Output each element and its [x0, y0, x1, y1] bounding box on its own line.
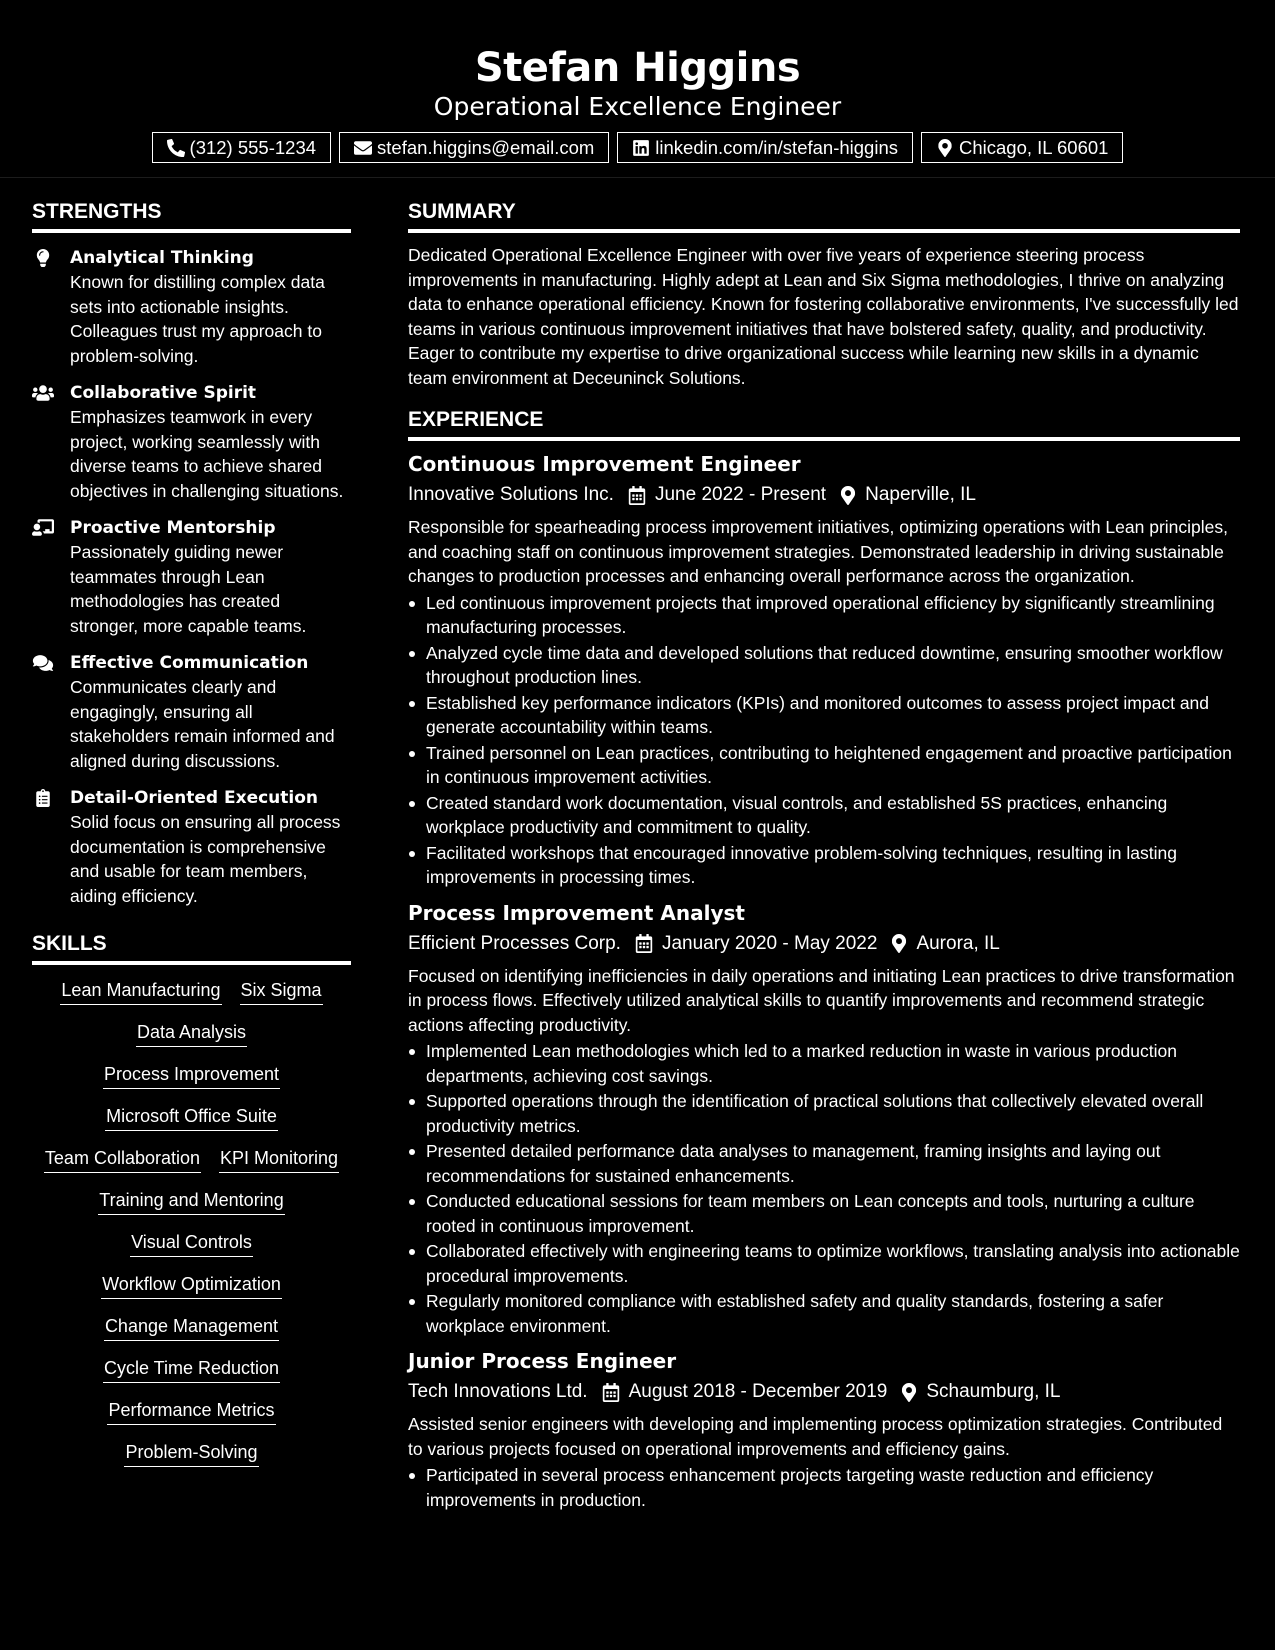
- linkedin-text: linkedin.com/in/stefan-higgins: [655, 136, 898, 158]
- strength-desc: Passionately guiding newer teammates through Lean methodologies has created stronger, more capable teams.: [70, 542, 307, 636]
- summary-text: Dedicated Operational Excellence Engineer with over five years of experience steering process improvements in manufacturing. Highly adept at Lean and Six Sigma methodologies, I thrive on analyzing data to enhance operational efficiency. Known for fostering collaborative environments, I've successfully led teams in various continuous improvement initiatives that have bolstered safety, quality, and productivity. Eager to contribute my expertise to drive organizational success while learning new skills in a dynamic team environment at Deceuninck Solutions.: [408, 245, 1239, 388]
- job-title: Junior Process Engineer: [408, 1349, 677, 1373]
- skill-tag: KPI Monitoring: [219, 1147, 339, 1173]
- comments-icon: [32, 654, 54, 672]
- map-pin-icon: [901, 1383, 917, 1402]
- candidate-role: Operational Excellence Engineer: [433, 92, 842, 121]
- job-bullet: Analyzed cycle time data and developed solutions that reduced downtime, ensuring smoother workflow throughout production lines.: [408, 641, 1240, 690]
- job-bullet: Participated in several process enhancement projects targeting waste reduction and efficiency improvements in production.: [408, 1463, 1240, 1512]
- job-bullet: Collaborated effectively with engineering teams to optimize workflows, translating analysis into actionable procedural improvements.: [408, 1239, 1240, 1288]
- map-pin-icon: [936, 139, 954, 157]
- skill-tag: Performance Metrics: [107, 1399, 275, 1425]
- resume-header: [0, 0, 1275, 178]
- job-bullet: Conducted educational sessions for team members on Lean concepts and tools, nurturing a culture rooted in continuous improvement.: [408, 1189, 1240, 1238]
- job-title: Continuous Improvement Engineer: [408, 452, 801, 476]
- job-meta: [408, 1379, 1240, 1405]
- job-dates: June 2022 - Present: [654, 484, 827, 505]
- users-icon: [32, 384, 54, 402]
- job-bullet: Trained personnel on Lean practices, contributing to heightened engagement and proactive participation in continuous improvement activities.: [408, 741, 1240, 790]
- chalkboard-teacher-icon: [32, 519, 54, 537]
- experience-heading: EXPERIENCE: [408, 404, 1240, 441]
- strengths-heading: STRENGTHS: [32, 196, 351, 233]
- job-bullet: Led continuous improvement projects that improved operational efficiency by significantly streamlining manufacturing processes.: [408, 591, 1240, 640]
- calendar-icon: [602, 1383, 620, 1402]
- skill-tag: Six Sigma: [240, 979, 323, 1005]
- skill-tag: Cycle Time Reduction: [103, 1357, 280, 1383]
- skill-tag: Microsoft Office Suite: [105, 1105, 278, 1131]
- job-entry: [408, 900, 1240, 1339]
- job-description: Assisted senior engineers with developing and implementing process optimization strategies. Contributed to various projects focused on operational improvements and efficiency gains.: [408, 1414, 1223, 1459]
- skills-list: [32, 979, 351, 1467]
- job-entry: [408, 451, 1240, 890]
- linkedin-icon: [632, 139, 650, 157]
- calendar-icon: [628, 486, 646, 505]
- job-bullet: Established key performance indicators (KPIs) and monitored outcomes to assess project impact and generate accountability within teams.: [408, 691, 1240, 740]
- lightbulb-icon: [32, 249, 54, 267]
- contact-email[interactable]: [339, 132, 609, 163]
- strength-title: Analytical Thinking: [70, 248, 254, 268]
- contact-location: [921, 132, 1123, 163]
- strength-title: Collaborative Spirit: [70, 383, 257, 403]
- job-bullet: Regularly monitored compliance with established safety and quality standards, fostering a safer workplace environment.: [408, 1289, 1240, 1338]
- right-column: [408, 196, 1240, 1513]
- skills-heading: SKILLS: [32, 928, 351, 965]
- map-pin-icon: [891, 934, 907, 953]
- strength-item: [32, 516, 351, 638]
- strength-title: Detail-Oriented Execution: [70, 788, 319, 808]
- job-bullet: Supported operations through the identification of practical solutions that collectively elevated overall productivity metrics.: [408, 1089, 1240, 1138]
- strength-item: [32, 381, 351, 503]
- envelope-icon: [354, 139, 372, 157]
- job-bullet: Implemented Lean methodologies which led to a marked reduction in waste in various production departments, achieving cost savings.: [408, 1039, 1240, 1088]
- job-description: Responsible for spearheading process improvement initiatives, optimizing operations with Lean principles, and coaching staff on continuous improvement strategies. Demonstrated leadership in driving sustainable changes to production processes and enhancing overall performance across the organization.: [408, 517, 1229, 586]
- job-location: Naperville, IL: [865, 484, 976, 505]
- clipboard-list-icon: [32, 789, 54, 807]
- summary-heading: SUMMARY: [408, 196, 1240, 233]
- strength-desc: Emphasizes teamwork in every project, working seamlessly with diverse teams to achieve shared objectives in challenging situations.: [70, 407, 344, 501]
- skill-tag: Change Management: [104, 1315, 279, 1341]
- job-bullets: [408, 591, 1240, 890]
- job-bullet: Facilitated workshops that encouraged innovative problem-solving techniques, resulting in lasting improvements in processing times.: [408, 841, 1240, 890]
- skill-tag: Workflow Optimization: [101, 1273, 282, 1299]
- strengths-list: [32, 246, 351, 908]
- location-text: Chicago, IL 60601: [958, 136, 1109, 158]
- skill-tag: Process Improvement: [103, 1063, 280, 1089]
- skill-tag: Lean Manufacturing: [60, 979, 221, 1005]
- left-column: [32, 196, 351, 1467]
- contact-phone[interactable]: [152, 132, 332, 163]
- strength-desc: Solid focus on ensuring all process documentation is comprehensive and usable for team members, aiding efficiency.: [70, 812, 341, 906]
- job-dates: January 2020 - May 2022: [661, 932, 878, 954]
- phone-icon: [167, 139, 185, 157]
- job-location: Schaumburg, IL: [926, 1381, 1061, 1402]
- skill-tag: Team Collaboration: [44, 1147, 201, 1173]
- strength-desc: Known for distilling complex data sets into actionable insights. Colleagues trust my approach to problem-solving.: [70, 272, 325, 366]
- job-company: Tech Innovations Ltd.: [408, 1381, 588, 1402]
- job-meta: [408, 482, 1240, 508]
- strength-title: Proactive Mentorship: [70, 518, 276, 538]
- job-bullets: [408, 1039, 1240, 1338]
- skill-tag: Data Analysis: [136, 1021, 247, 1047]
- job-description: Focused on identifying inefficiencies in daily operations and initiating Lean practices to drive transformation in process flows. Effectively utilized analytical skills to quantify improvements and recommend strategic actions affecting productivity.: [408, 965, 1235, 1035]
- candidate-name: Stefan Higgins: [474, 45, 801, 91]
- job-location: Aurora, IL: [916, 932, 1000, 954]
- job-bullet: Presented detailed performance data analyses to management, framing insights and laying out recommendations for sustained enhancements.: [408, 1139, 1240, 1188]
- phone-text: (312) 555-1234: [189, 136, 317, 158]
- job-company: Innovative Solutions Inc.: [408, 484, 614, 505]
- skill-tag: Problem-Solving: [124, 1441, 258, 1467]
- email-text: stefan.higgins@email.com: [377, 136, 595, 158]
- strength-item: [32, 786, 351, 908]
- map-pin-icon: [840, 486, 856, 505]
- contact-linkedin[interactable]: [617, 132, 913, 163]
- job-dates: August 2018 - December 2019: [628, 1381, 888, 1402]
- job-meta: [408, 931, 1240, 957]
- calendar-icon: [635, 934, 653, 953]
- strength-item: [32, 246, 351, 368]
- job-bullets: [408, 1463, 1240, 1512]
- job-entry: [408, 1348, 1240, 1512]
- strength-title: Effective Communication: [70, 653, 309, 673]
- job-bullet: Created standard work documentation, visual controls, and established 5S practices, enhancing workplace productivity and commitment to quality.: [408, 791, 1240, 840]
- skill-tag: Visual Controls: [130, 1231, 253, 1257]
- skill-tag: Training and Mentoring: [98, 1189, 284, 1215]
- contact-bar: [0, 132, 1275, 163]
- strength-item: [32, 651, 351, 773]
- strength-desc: Communicates clearly and engagingly, ensuring all stakeholders remain informed and aligned during discussions.: [70, 677, 335, 771]
- job-title: Process Improvement Analyst: [408, 900, 745, 925]
- job-company: Efficient Processes Corp.: [408, 932, 621, 954]
